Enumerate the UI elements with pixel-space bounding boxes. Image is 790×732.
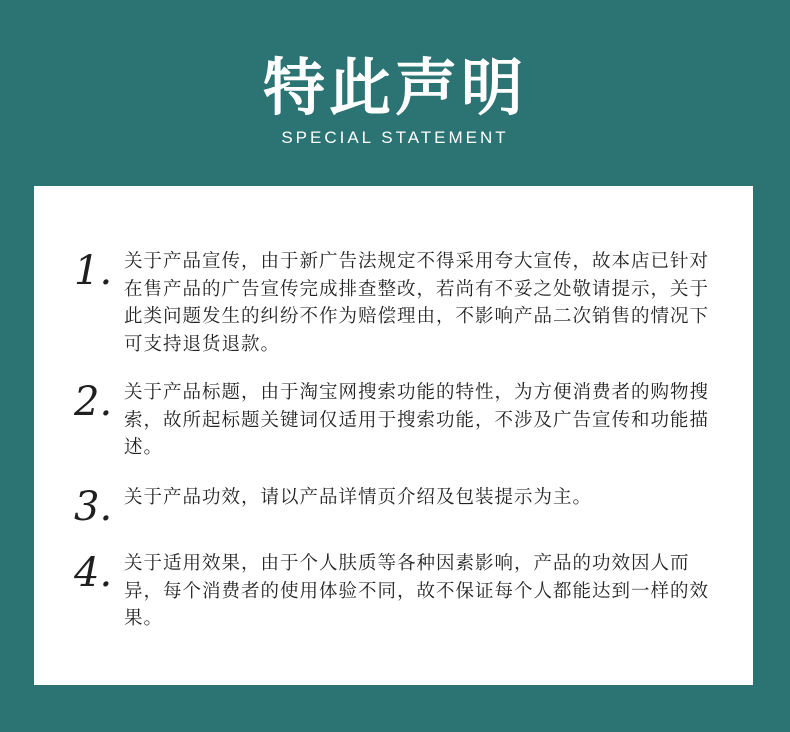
statement-number: 2. <box>74 379 113 425</box>
statement-number: 4. <box>74 550 113 596</box>
statement-text: 关于产品宣传，由于新广告法规定不得采用夸大宣传，故本店已针对在售产品的广告宣传完成排查整改，若尚有不妥之处敬请提示，关于此类问题发生的纠纷不作为赔偿理由，不影响产品二次销售的情况下可支持退货退款。 <box>124 251 710 355</box>
page-title: 特此声明 <box>262 51 527 124</box>
statement-text: 关于产品功效，请以产品详情页介绍及包装提示为主。 <box>124 487 593 508</box>
statement-text: 关于适用效果，由于个人肤质等各种因素影响，产品的功效因人而异，每个消费者的使用体验不同，故不保证每个人都能达到一样的效果。 <box>124 553 710 629</box>
page-subtitle: SPECIAL STATEMENT <box>281 128 509 147</box>
statement-number: 3. <box>74 484 113 530</box>
statement-text: 关于产品标题，由于淘宝网搜索功能的特性，为方便消费者的购物搜索，故所起标题关键词仅适用于搜索功能，不涉及广告宣传和功能描述。 <box>124 382 710 458</box>
statement-panel <box>34 186 753 685</box>
statement-number: 1. <box>74 248 113 294</box>
